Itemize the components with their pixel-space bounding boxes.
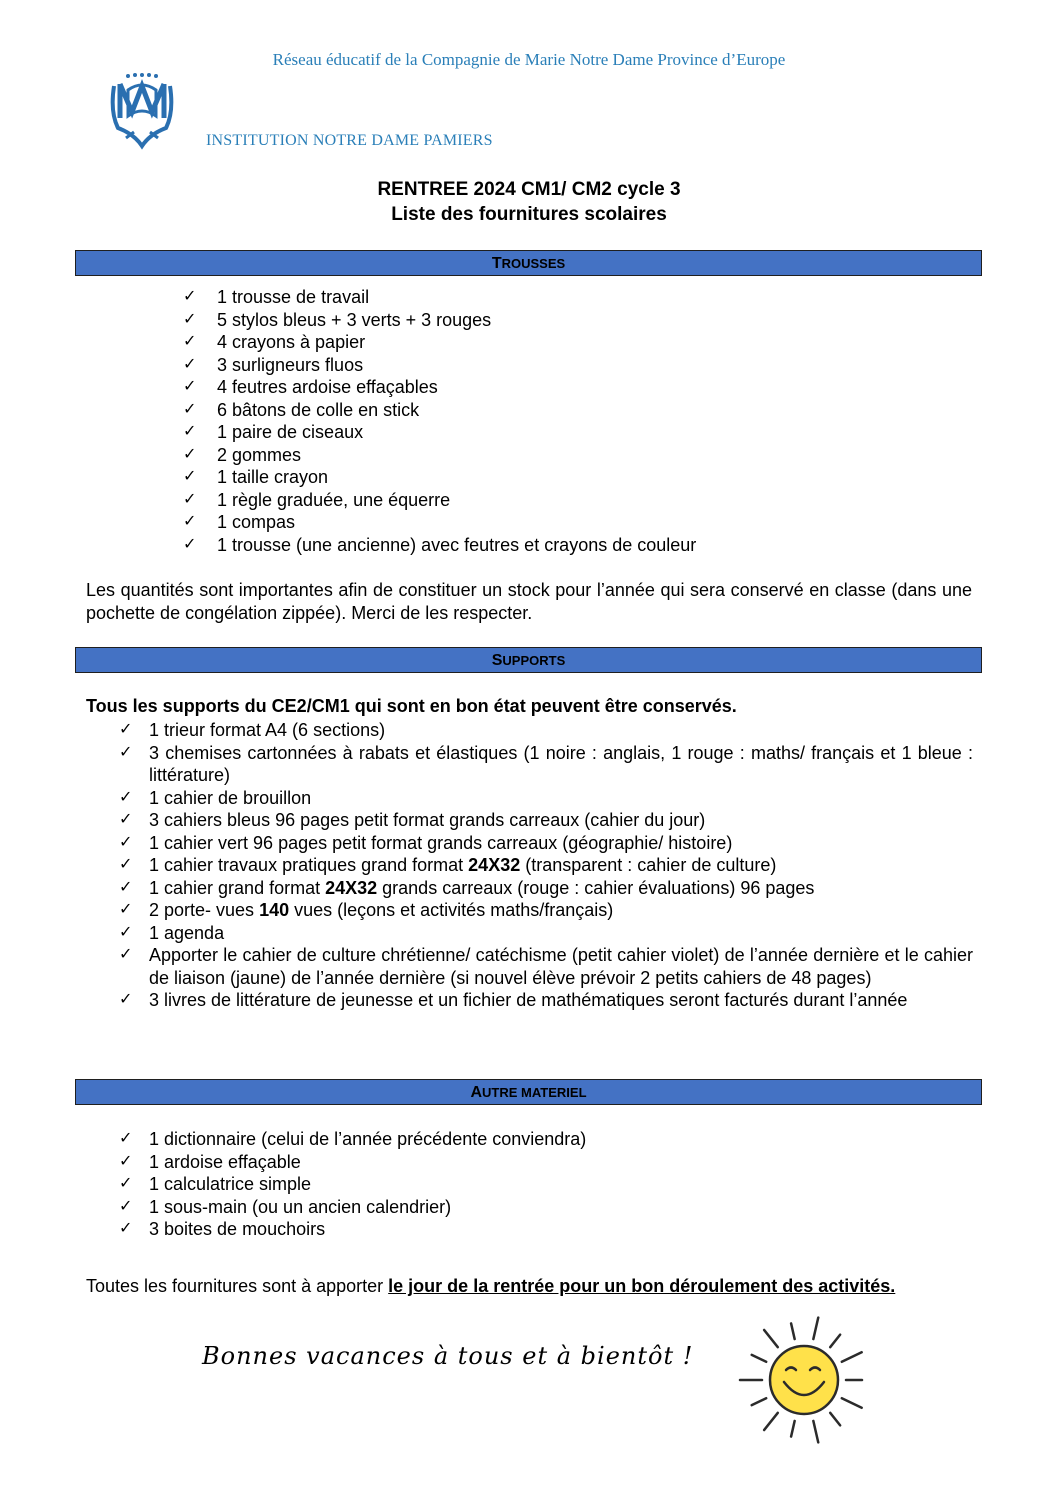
list-item-text — [149, 809, 973, 832]
list-item-bold: 140 — [259, 900, 290, 920]
list-item-text — [149, 787, 973, 810]
list-item-pre: 3 chemises cartonnées à rabats et élastiques (1 noire : anglais, 1 rouge : maths/ français et 1 bleue : littérature) — [149, 742, 973, 785]
page-title — [0, 177, 1058, 227]
checkmark-icon: ✓ — [119, 878, 133, 896]
checkmark-icon: ✓ — [119, 721, 133, 738]
title-line-1: RENTREE 2024 CM1/ CM2 cycle 3 — [377, 179, 681, 200]
list-item-pre: 1 cahier travaux pratiques grand format — [149, 855, 469, 875]
checkmark-icon: ✓ — [183, 355, 197, 373]
list-item — [119, 742, 973, 787]
quantities-note: Les quantités sont importantes afin de constituer un stock pour l’année qui sera conservé en classe (dans une pochette de congélation zippée). Merci de les respecter. — [86, 580, 972, 623]
list-item-text — [149, 944, 973, 989]
supports-list — [119, 719, 973, 1012]
list-item-text — [149, 742, 973, 787]
network-name: Réseau éducatif de la Compagnie de Marie Notre Dame Province d’Europe — [272, 50, 786, 69]
checkmark-icon: ✓ — [119, 923, 133, 941]
list-item — [183, 444, 977, 467]
list-item-text — [149, 719, 973, 742]
list-item — [119, 1196, 909, 1219]
sun-ray — [752, 1398, 766, 1405]
list-item-pre: 1 cahier de brouillon — [149, 787, 312, 808]
sun-ray — [791, 1421, 795, 1437]
list-item — [183, 511, 977, 534]
list-item-text: 3 boites de mouchoirs — [149, 1219, 326, 1239]
supports-intro: Tous les supports du CE2/CM1 qui sont en bon état peuvent être conservés. — [86, 696, 737, 716]
checkmark-icon: ✓ — [119, 991, 133, 1008]
list-item-post: grands carreaux (rouge : cahier évaluations) 96 pages — [377, 877, 815, 898]
list-item — [183, 534, 977, 557]
checkmark-icon: ✓ — [183, 378, 197, 395]
checkmark-icon: ✓ — [183, 445, 197, 463]
list-item-text: 5 stylos bleus + 3 verts + 3 rouges — [217, 309, 492, 330]
list-item — [119, 944, 973, 989]
sun-ray — [764, 1330, 778, 1347]
checkmark-icon: ✓ — [119, 946, 133, 963]
autre-materiel-list — [119, 1128, 909, 1241]
list-item-text: 4 feutres ardoise effaçables — [217, 377, 438, 397]
list-item-bold: 24X32 — [325, 877, 378, 898]
list-item-text: 1 ardoise effaçable — [149, 1151, 301, 1172]
checkmark-icon: ✓ — [119, 856, 133, 873]
sun-ray — [842, 1398, 862, 1408]
list-item-pre: 1 agenda — [149, 922, 225, 943]
sun-ray — [842, 1352, 862, 1362]
compagnie-marie-notre-dame-logo — [104, 72, 180, 150]
list-item-pre: 2 porte- vues — [149, 900, 260, 920]
checkmark-icon: ✓ — [183, 333, 197, 350]
checkmark-icon: ✓ — [119, 788, 133, 806]
smiling-sun-icon — [736, 1312, 872, 1448]
sun-ray — [752, 1355, 766, 1362]
checkmark-icon: ✓ — [119, 743, 133, 761]
list-item-text: 1 compas — [217, 512, 296, 532]
list-item-text: 1 calculatrice simple — [149, 1174, 312, 1194]
checkmark-icon: ✓ — [119, 901, 133, 918]
list-item-text: 3 surligneurs fluos — [217, 354, 364, 375]
list-item-text: 1 trousse de travail — [217, 287, 370, 307]
list-item-text — [149, 854, 973, 877]
list-item — [183, 466, 977, 489]
list-item — [183, 331, 977, 354]
checkmark-icon: ✓ — [119, 811, 133, 828]
list-item — [119, 1218, 909, 1241]
list-item-post: (transparent : cahier de culture) — [520, 855, 777, 875]
list-item-text — [149, 832, 973, 855]
list-item-pre: 3 cahiers bleus 96 pages petit format grands carreaux (cahier du jour) — [149, 810, 706, 830]
list-item-post: vues (leçons et activités maths/français) — [289, 900, 614, 920]
list-item — [119, 832, 973, 855]
list-item-text: 1 sous-main (ou un ancien calendrier) — [149, 1196, 452, 1217]
list-item — [119, 877, 973, 900]
list-item — [119, 809, 973, 832]
list-item-text: 1 taille crayon — [217, 467, 329, 487]
list-item-pre: 1 cahier grand format — [149, 877, 326, 898]
list-item-text: 4 crayons à papier — [217, 332, 366, 352]
checkmark-icon: ✓ — [119, 1220, 133, 1237]
list-item — [119, 989, 973, 1012]
checkmark-icon: ✓ — [183, 288, 197, 305]
section-header-autre-materiel: AUTRE MATERIEL — [75, 1079, 982, 1105]
trousses-list — [183, 286, 977, 556]
section-header-supports: SUPPORTS — [75, 647, 982, 673]
list-item — [119, 719, 973, 742]
list-item-pre: 1 trieur format A4 (6 sections) — [149, 720, 386, 740]
list-item-pre: Apporter le cahier de culture chrétienne/ catéchisme (petit cahier violet) de l’année dernière et le cahier de liaison (jaune) de l’année dernière (si nouvel élève prévoir 2 petits cahiers de 48 pages) — [149, 945, 973, 988]
list-item — [183, 399, 977, 422]
list-item-bold: 24X32 — [468, 855, 521, 875]
list-item-text — [149, 989, 973, 1012]
checkmark-icon: ✓ — [183, 310, 197, 328]
sun-ray — [830, 1413, 840, 1426]
list-item — [183, 309, 977, 332]
checkmark-icon: ✓ — [119, 1175, 133, 1192]
checkmark-icon: ✓ — [119, 833, 133, 851]
list-item-text: 1 dictionnaire (celui de l’année précédente conviendra) — [149, 1129, 587, 1149]
list-item-text: 1 règle graduée, une équerre — [217, 489, 451, 510]
list-item — [119, 899, 973, 922]
sun-ray — [764, 1413, 778, 1430]
list-item — [183, 376, 977, 399]
checkmark-icon: ✓ — [183, 513, 197, 530]
title-line-2: Liste des fournitures scolaires — [391, 204, 667, 225]
sun-ray — [791, 1323, 795, 1339]
list-item — [183, 286, 977, 309]
list-item-text: 6 bâtons de colle en stick — [217, 399, 420, 420]
list-item — [183, 489, 977, 512]
checkmark-icon: ✓ — [119, 1152, 133, 1170]
checkmark-icon: ✓ — [119, 1197, 133, 1215]
checkmark-icon: ✓ — [183, 490, 197, 508]
list-item-pre: 1 cahier vert 96 pages petit format grands carreaux (géographie/ histoire) — [149, 832, 733, 853]
list-item — [183, 354, 977, 377]
checkmark-icon: ✓ — [183, 400, 197, 418]
list-item-text: 1 paire de ciseaux — [217, 422, 364, 442]
list-item — [119, 1151, 909, 1174]
checkmark-icon: ✓ — [183, 468, 197, 485]
list-item — [119, 787, 973, 810]
list-item — [183, 421, 977, 444]
list-item — [119, 1128, 909, 1151]
list-item — [119, 922, 973, 945]
list-item-pre: 3 livres de littérature de jeunesse et un fichier de mathématiques seront facturés durant l’année — [149, 990, 908, 1010]
checkmark-icon: ✓ — [119, 1130, 133, 1147]
list-item-text — [149, 877, 973, 900]
footer-instruction: Toutes les fournitures sont à apporter le jour de la rentrée pour un bon déroulement des activités. — [86, 1276, 896, 1296]
sun-ray — [813, 1421, 818, 1442]
list-item-text: 1 trousse (une ancienne) avec feutres et crayons de couleur — [217, 534, 697, 555]
section-header-trousses: TROUSSES — [75, 250, 982, 276]
sun-ray — [830, 1335, 840, 1348]
institution-name: INSTITUTION NOTRE DAME PAMIERS — [206, 132, 493, 149]
list-item-text: 2 gommes — [217, 444, 302, 465]
list-item — [119, 1173, 909, 1196]
list-item-text — [149, 922, 973, 945]
checkmark-icon: ✓ — [183, 535, 197, 553]
checkmark-icon: ✓ — [183, 423, 197, 440]
sun-ray — [813, 1318, 818, 1339]
farewell-message: Bonnes vacances à tous et à bientôt ! — [202, 1342, 694, 1370]
footer-underlined: le jour de la rentrée pour un bon déroulement des activités. — [388, 1276, 896, 1296]
list-item-text — [149, 899, 973, 922]
list-item — [119, 854, 973, 877]
